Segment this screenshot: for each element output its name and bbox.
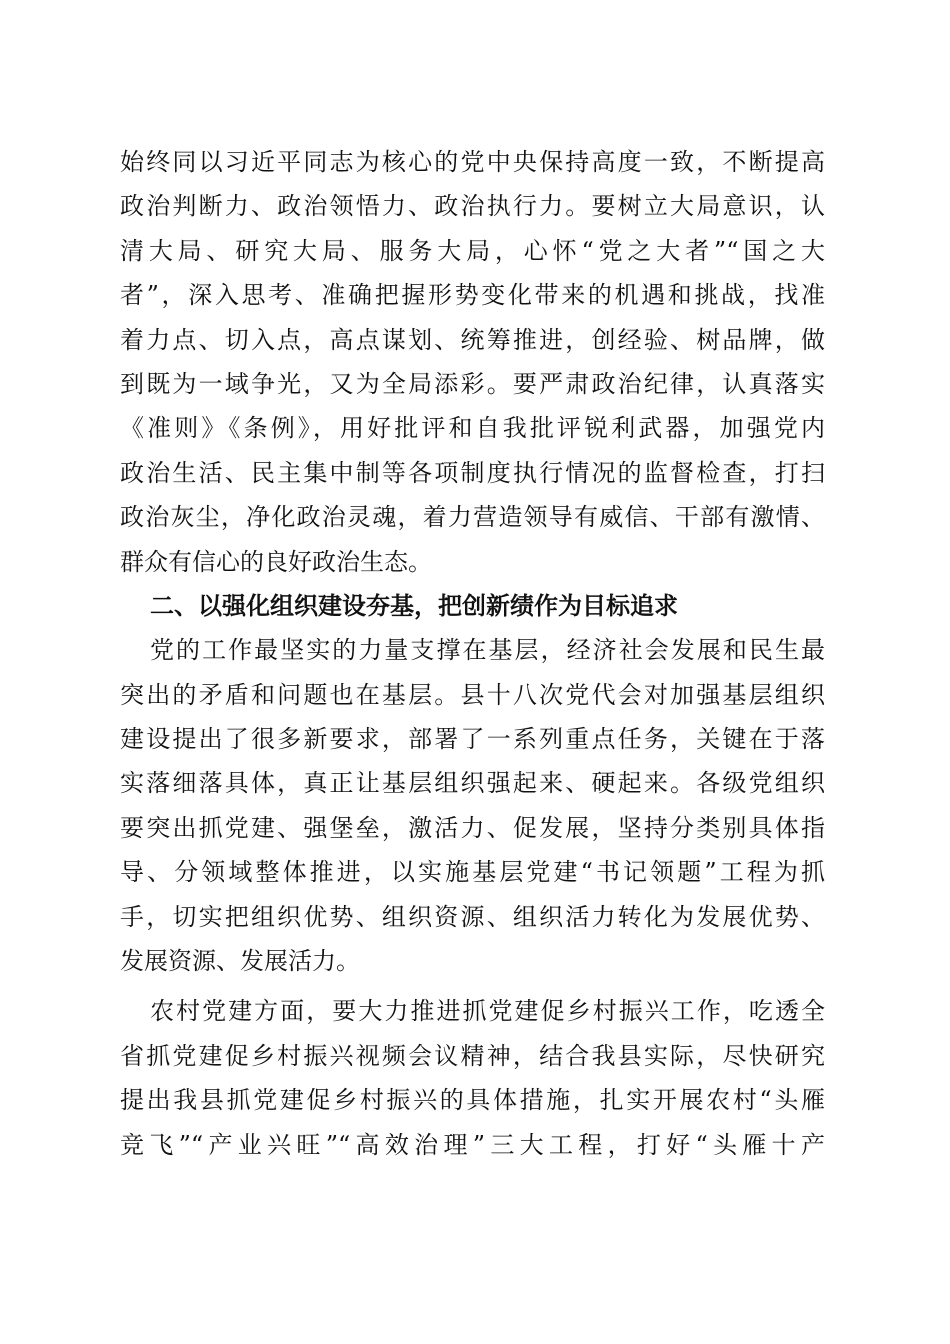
text-line: 政治灰尘，净化政治灵魂，着力营造领导有威信、干部有激情、 (120, 503, 825, 532)
text-line: 着力点、切入点，高点谋划、统筹推进，创经验、树品牌，做 (120, 325, 825, 354)
text-line: 突出的矛盾和问题也在基层。县十八次党代会对加强基层组织 (120, 680, 825, 709)
text-line: 群众有信心的良好政治生态。 (120, 547, 432, 576)
paragraph (120, 628, 825, 983)
paragraph (120, 140, 825, 584)
text-line: 清大局、研究大局、服务大局，心怀“党之大者”“国之大 (120, 236, 825, 265)
text-line: 导、分领域整体推进，以实施基层党建“书记领题”工程为抓 (120, 858, 825, 887)
section-heading: 二、以强化组织建设夯基，把创新绩作为目标追求 (150, 591, 678, 620)
text-line: 发展资源、发展活力。 (120, 947, 360, 976)
text-line: 省抓党建促乡村振兴视频会议精神，结合我县实际，尽快研究 (120, 1041, 825, 1070)
text-line: 政治判断力、政治领悟力、政治执行力。要树立大局意识，认 (120, 192, 825, 221)
text-line: 农村党建方面，要大力推进抓党建促乡村振兴工作，吃透全 (150, 997, 825, 1026)
text-line: 手，切实把组织优势、组织资源、组织活力转化为发展优势、 (120, 902, 825, 931)
text-line: 建设提出了很多新要求，部署了一系列重点任务，关键在于落 (120, 725, 825, 754)
text-line: 实落细落具体，真正让基层组织强起来、硬起来。各级党组织 (120, 769, 825, 798)
text-line: 提出我县抓党建促乡村振兴的具体措施，扎实开展农村“头雁 (120, 1086, 825, 1115)
text-line: 竞飞”“产业兴旺”“高效治理”三大工程，打好“头雁十产 (120, 1130, 825, 1159)
paragraph (120, 989, 825, 1167)
text-line: 到既为一域争光，又为全局添彩。要严肃政治纪律，认真落实 (120, 369, 825, 398)
text-line: 《准则》《条例》，用好批评和自我批评锐利武器，加强党内 (120, 414, 825, 443)
text-line: 者”，深入思考、准确把握形势变化带来的机遇和挑战，找准 (120, 281, 825, 310)
text-line: 要突出抓党建、强堡垒，激活力、促发展，坚持分类别具体指 (120, 813, 825, 842)
text-line: 始终同以习近平同志为核心的党中央保持高度一致，不断提高 (120, 148, 825, 176)
text-line: 党的工作最坚实的力量支撑在基层，经济社会发展和民生最 (150, 636, 825, 665)
document-body (120, 140, 825, 1167)
text-line: 政治生活、民主集中制等各项制度执行情况的监督检查，打扫 (120, 458, 825, 487)
